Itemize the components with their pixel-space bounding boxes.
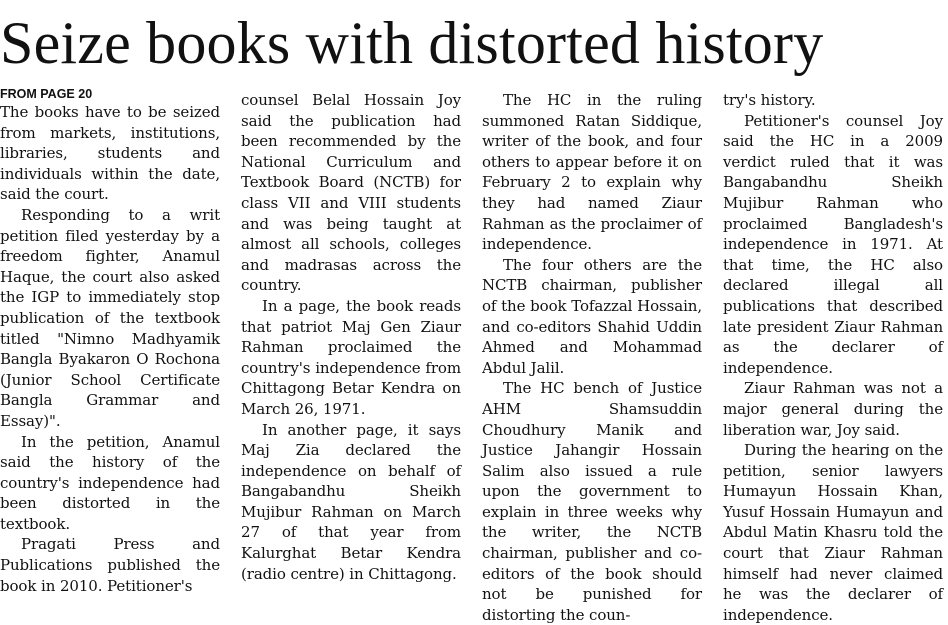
paragraph: counsel Belal Hossain Joy said the publication had been recommended by the National Curriculum and Textbook Board (NCTB) for class VII and VIII students and was being taught at almost all schools, colleges and madrasas across the country. — [241, 91, 461, 295]
paragraph: Petitioner's counsel Joy said the HC in a 2009 verdict ruled that it was Bangabandhu Sheikh Mujibur Rahman who proclaimed Bangladesh's independence in 1971. At that time, the HC also declared illegal all publications that described late president Ziaur Rahman as the declarer of independence. — [723, 111, 943, 377]
paragraph: Responding to a writ petition filed yesterday by a freedom fighter, Anamul Haque, the court also asked the IGP to immediately stop publication of the textbook titled "Nimno Madhyamik Bangla Byakaron O Rochona (Junior School Certificate Bangla Grammar and Essay)". — [0, 205, 220, 430]
headline: Seize books with distorted history — [0, 10, 824, 76]
paragraph: During the hearing on the petition, senior lawyers Humayun Hossain Khan, Yusuf Hossain Humayun and Abdul Matin Khasru told the court that Ziaur Rahman himself had never claimed he was the declarer of independence. — [723, 441, 943, 624]
paragraph: In another page, it says Maj Zia declared the independence on behalf of Bangabandhu Sheikh Mujibur Rahman on March 27 of that year from Kalurghat Betar Kendra (radio centre) in Chittagong. — [241, 420, 461, 583]
paragraph: Ziaur Rahman was not a major general during the liberation war, Joy said. — [723, 379, 943, 439]
paragraph: The HC in the ruling summoned Ratan Siddique, writer of the book, and four others to appear before it on February 2 to explain why they had named Ziaur Rahman as the proclaimer of independence. — [482, 91, 702, 254]
paragraph: In the petition, Anamul said the history of the country's independence had been distorted in the textbook. — [0, 432, 220, 533]
paragraph: The books have to be seized from markets, institutions, libraries, students and individuals within the date, said the court. — [0, 103, 220, 204]
paragraph: The HC bench of Justice AHM Shamsuddin Choudhury Manik and Justice Jahangir Hossain Salim also issued a rule upon the government to explain in three weeks why the writer, the NCTB chairman, publisher and co-editors of the book should not be punished for distorting the coun- — [482, 379, 702, 624]
article-column-4 — [723, 90, 943, 624]
jump-line-kicker: FROM PAGE 20 — [0, 87, 93, 101]
paragraph: In a page, the book reads that patriot Maj Gen Ziaur Rahman proclaimed the country's independence from Chittagong Betar Kendra on March 26, 1971. — [241, 296, 461, 418]
paragraph: try's history. — [723, 91, 816, 109]
paragraph: Pragati Press and Publications published the book in 2010. Petitioner's — [0, 535, 220, 595]
article-column-3 — [482, 90, 702, 624]
article-column-2 — [241, 90, 461, 587]
paragraph: The four others are the NCTB chairman, publisher of the book Tofazzal Hossain, and co-editors Shahid Uddin Ahmed and Mohammad Abdul Jalil. — [482, 255, 702, 377]
article-column-1 — [0, 102, 220, 595]
